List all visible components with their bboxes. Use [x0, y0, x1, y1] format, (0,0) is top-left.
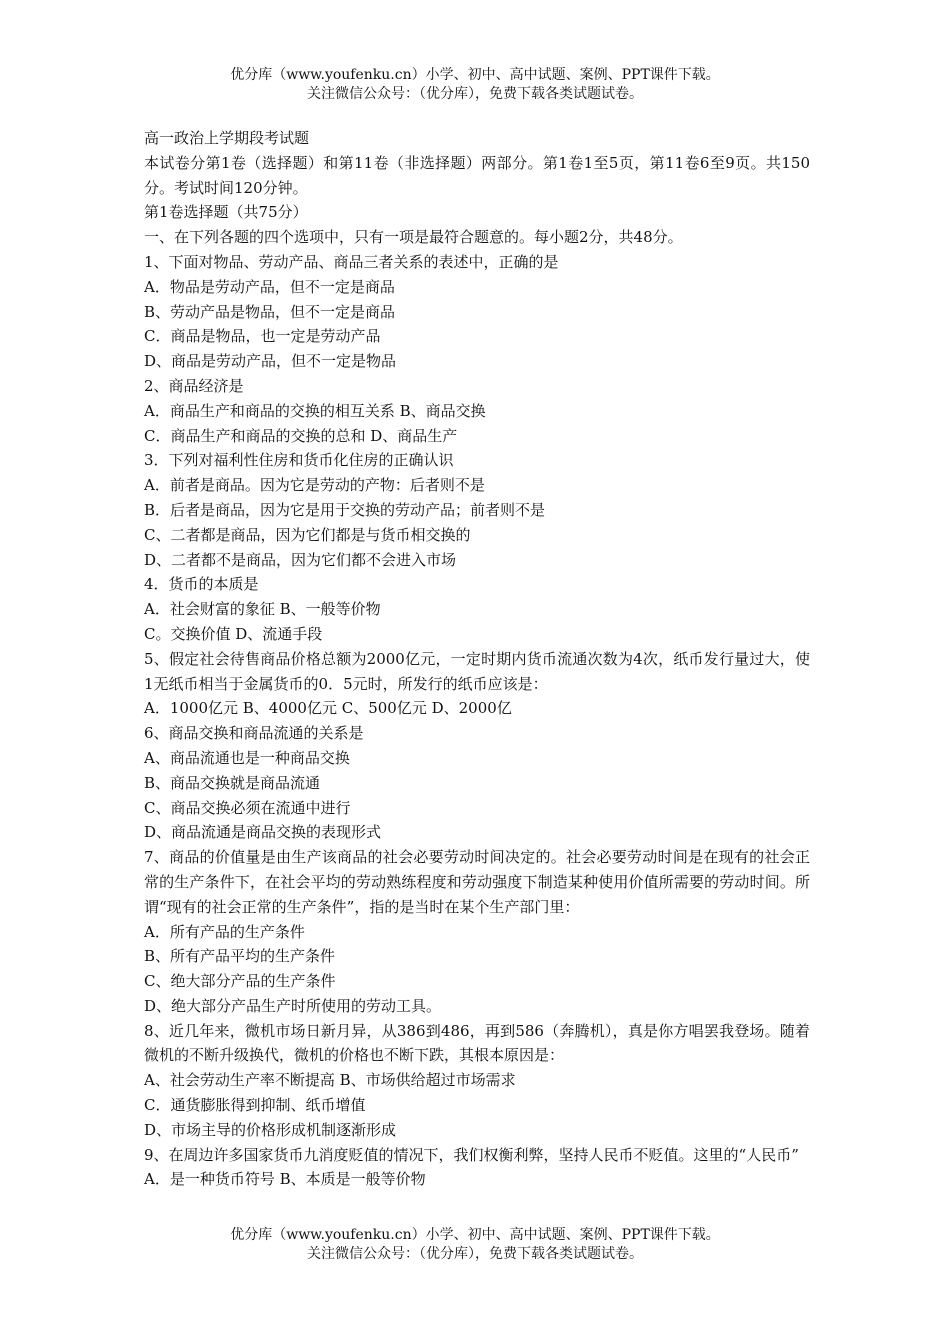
option-a: A、商品流通也是一种商品交换 — [144, 748, 350, 767]
exam-intro: 本试卷分第1卷（选择题）和第11卷（非选择题）两部分。第1卷1至5页，第11卷6至9页。共150分。考试时间120分钟。 — [144, 153, 810, 197]
question-stem: 8、近几年来，微机市场日新月异，从386到486，再到586（奔腾机），真是你方唱罢我登场。随着微机的不断升级换代，微机的价格也不断下跌，其根本原因是： — [144, 1021, 810, 1065]
question-8 — [144, 1019, 810, 1143]
options-a-b: A．商品生产和商品的交换的相互关系 B、商品交换 — [144, 401, 486, 420]
exam-title: 高一政治上学期段考试题 — [144, 129, 310, 147]
question-7 — [144, 845, 810, 1019]
options-a-d: A．1000亿元 B、4000亿元 C、500亿元 D、2000亿 — [144, 699, 512, 718]
question-9 — [144, 1143, 810, 1193]
option-b: B、所有产品平均的生产条件 — [144, 947, 336, 966]
header-line-1: 优分库（www.youfenku.cn）小学、初中、高中试题、案例、PPT课件下载。 — [230, 67, 720, 83]
footer-line-1: 优分库（www.youfenku.cn）小学、初中、高中试题、案例、PPT课件下载。 — [230, 1227, 720, 1243]
question-stem: 2、商品经济是 — [144, 376, 244, 395]
footer-line-2: 关注微信公众号：（优分库），免费下载各类试题试卷。 — [307, 1246, 643, 1262]
section-1-instructions: 一、在下列各题的四个选项中，只有一项是最符合题意的。每小题2分，共48分。 — [144, 228, 683, 247]
question-4 — [144, 572, 810, 646]
question-stem: 7、商品的价值量是由生产该商品的社会必要劳动时间决定的。社会必要劳动时间是在现有的社会正常的生产条件下，在社会平均的劳动熟练程度和劳动强度下制造某种使用价值所需要的劳动时间。所谓“现有的社会正常的生产条件”，指的是当时在某个生产部门里： — [144, 848, 810, 916]
question-stem: 4．货币的本质是 — [144, 575, 259, 594]
question-stem: 6、商品交换和商品流通的关系是 — [144, 724, 364, 743]
option-d: D、二者都不是商品，因为它们都不会进入市场 — [144, 550, 457, 569]
option-c: C、绝大部分产品的生产条件 — [144, 972, 336, 991]
question-stem: 1、下面对物品、劳动产品、商品三者关系的表述中，正确的是 — [144, 252, 559, 271]
options-a-b: A．是一种货币符号 B、本质是一般等价物 — [144, 1170, 426, 1189]
option-c: C．商品是物品，也一定是劳动产品 — [144, 327, 381, 346]
question-stem: 5、假定社会待售商品价格总额为2000亿元，一定时期内货币流通次数为4次，纸币发行量过大，使1无纸币相当于金属货币的0．5元时，所发行的纸币应该是： — [144, 649, 810, 693]
option-d: D、商品是劳动产品，但不一定是物品 — [144, 352, 397, 371]
question-stem: 9、在周边许多国家货币九消度贬值的情况下，我们权衡利弊，坚持人民币不贬值。这里的“人民币” — [144, 1145, 799, 1164]
options-c-d: C。交换价值 D、流通手段 — [144, 624, 323, 643]
question-6 — [144, 721, 810, 845]
options-a-b: A．社会财富的象征 B、一般等价物 — [144, 600, 381, 619]
option-a: A．所有产品的生产条件 — [144, 922, 305, 941]
option-a: A．物品是劳动产品，但不一定是商品 — [144, 277, 395, 296]
question-3 — [144, 448, 810, 572]
page-header — [0, 66, 950, 104]
option-b: B、劳动产品是物品，但不一定是商品 — [144, 302, 396, 321]
option-b: B．后者是商品，因为它是用于交换的劳动产品；前者则不是 — [144, 500, 546, 519]
volume-1-heading: 第1卷选择题（共75分） — [144, 203, 308, 222]
page-footer — [0, 1226, 950, 1264]
option-c: C、商品交换必须在流通中进行 — [144, 798, 351, 817]
option-c: C．通货膨胀得到抑制、纸币增值 — [144, 1096, 366, 1115]
header-line-2: 关注微信公众号：（优分库），免费下载各类试题试卷。 — [307, 86, 643, 102]
option-d: D、绝大部分产品生产时所使用的劳动工具。 — [144, 996, 442, 1015]
option-d: D、商品流通是商品交换的表现形式 — [144, 823, 382, 842]
exam-content — [144, 126, 810, 1192]
option-b: B、商品交换就是商品流通 — [144, 773, 321, 792]
question-2 — [144, 374, 810, 448]
question-stem: 3．下列对福利性住房和货币化住房的正确认识 — [144, 451, 454, 470]
question-1 — [144, 250, 810, 374]
question-5 — [144, 647, 810, 721]
options-a-b: A、社会劳动生产率不断提高 B、市场供给超过市场需求 — [144, 1071, 516, 1090]
option-d: D、市场主导的价格形成机制逐渐形成 — [144, 1120, 397, 1139]
options-c-d: C．商品生产和商品的交换的总和 D、商品生产 — [144, 426, 458, 445]
option-a: A．前者是商品。因为它是劳动的产物：后者则不是 — [144, 476, 485, 495]
option-c: C、二者都是商品，因为它们都是与货币相交换的 — [144, 525, 471, 544]
